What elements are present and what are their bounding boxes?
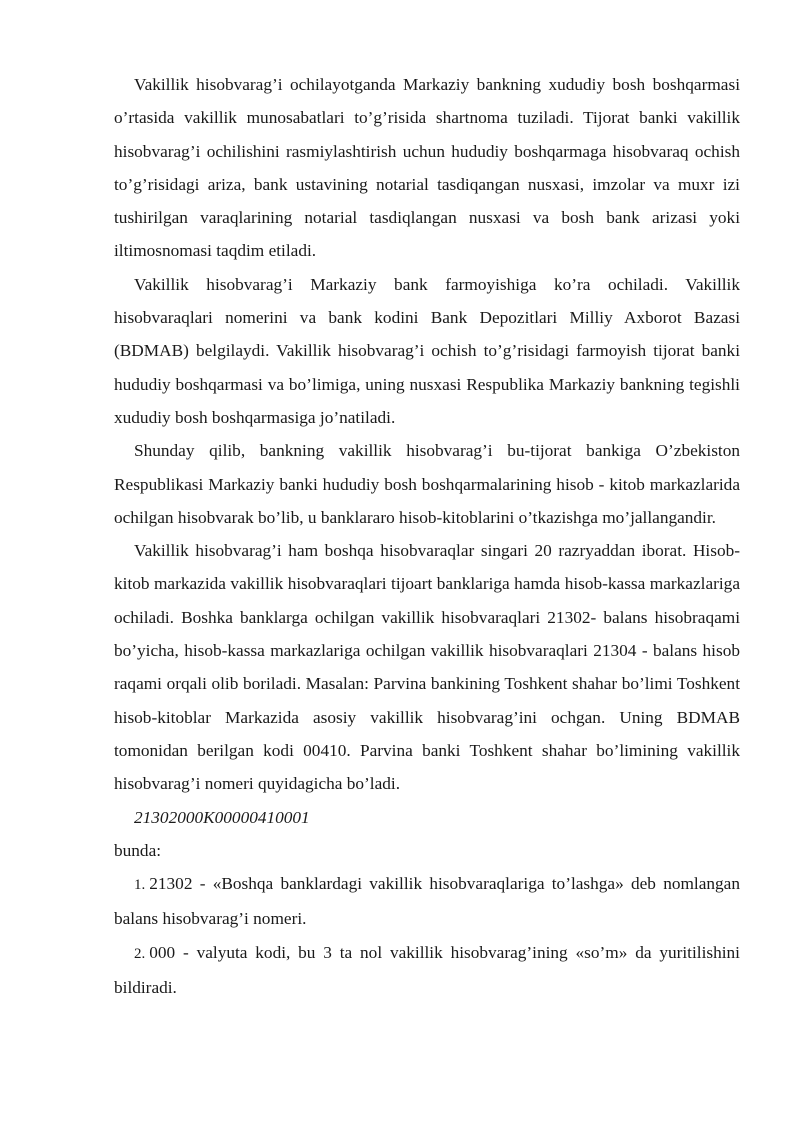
document-page: [114, 68, 740, 1004]
paragraph-1: Vakillik hisobvarag’i ochilayotganda Markaziy bankning xududiy bosh boshqarmasi o’rtasida vakillik munosabatlari to’g’risida shartnoma tuziladi. Tijorat banki vakillik hisobvarag’i ochilishini rasmiylashtirish uchun hududiy boshqarmaga hisobvaraq ochish to’g’risidagi ariza, bank ustavining notarial tasdiqangan nusxasi, imzolar va muxr izi tushirilgan varaqlarining notarial tasdiqlangan nusxasi va bosh bank arizasi yoki iltimosnomasi taqdim etiladi.: [114, 75, 740, 261]
list-text: 000 - valyuta kodi, bu 3 ta nol vakillik hisobvarag’ining «so’m» da yuritilishini bildiradi.: [114, 942, 740, 998]
list-item-2: [114, 936, 740, 1005]
paragraph-4: Vakillik hisobvarag’i ham boshqa hisobvaraqlar singari 20 razryaddan iborat. Hisob-kitob markazida vakillik hisobvaraqlari tijoart banklariga hamda hisob-kassa markazlariga ochiladi. Boshka banklarga ochilgan vakillik hisobvaraqlari 21302- balans hisobraqami bo’yicha, hisob-kassa markazlariga ochilgan vakillik hisobvaraqlari 21304 - balans hisob raqami orqali olib boriladi. Masalan: Parvina bankining Toshkent shahar bo’limi Toshkent hisob-kitoblar Markazida asosiy vakillik hisobvarag’ini ochgan. Uning BDMAB tomonidan berilgan kodi 00410. Parvina banki Toshkent shahar bo’limining vakillik hisobvarag’i nomeri quyidagicha bo’ladi.: [114, 541, 740, 794]
list-item-1: [114, 867, 740, 936]
paragraph-2: Vakillik hisobvarag’i Markaziy bank farmoyishiga ko’ra ochiladi. Vakillik hisobvaraqlari nomerini va bank kodini Bank Depozitlari Milliy Axborot Bazasi (BDMAB) belgilaydi. Vakillik hisobvarag’i ochish to’g’risidagi farmoyish tijorat banki hududiy boshqarmasi va bo’limiga, uning nusxasi Respublika Markaziy bankning tegishli xududiy bosh boshqarmasiga jo’natiladi.: [114, 274, 740, 427]
account-code: 21302000K00000410001: [134, 807, 310, 827]
list-number: 1.: [134, 877, 146, 894]
paragraph-3: Shunday qilib, bankning vakillik hisobvarag’i bu-tijorat bankiga O’zbekiston Respublikasi Markaziy banki hududiy bosh boshqarmalarining hisob - kitob markazlarida ochilgan hisobvarak bo’lib, u banklararo hisob-kitoblarini o’tkazishga mo’jallangandir.: [114, 441, 740, 527]
list-text: 21302 - «Boshqa banklardagi vakillik hisobvaraqlariga to’lashga» deb nomlangan balans hisobvarag’i nomeri.: [114, 874, 740, 929]
bunda-label: bunda:: [114, 840, 162, 860]
list-number: 2.: [134, 945, 146, 962]
